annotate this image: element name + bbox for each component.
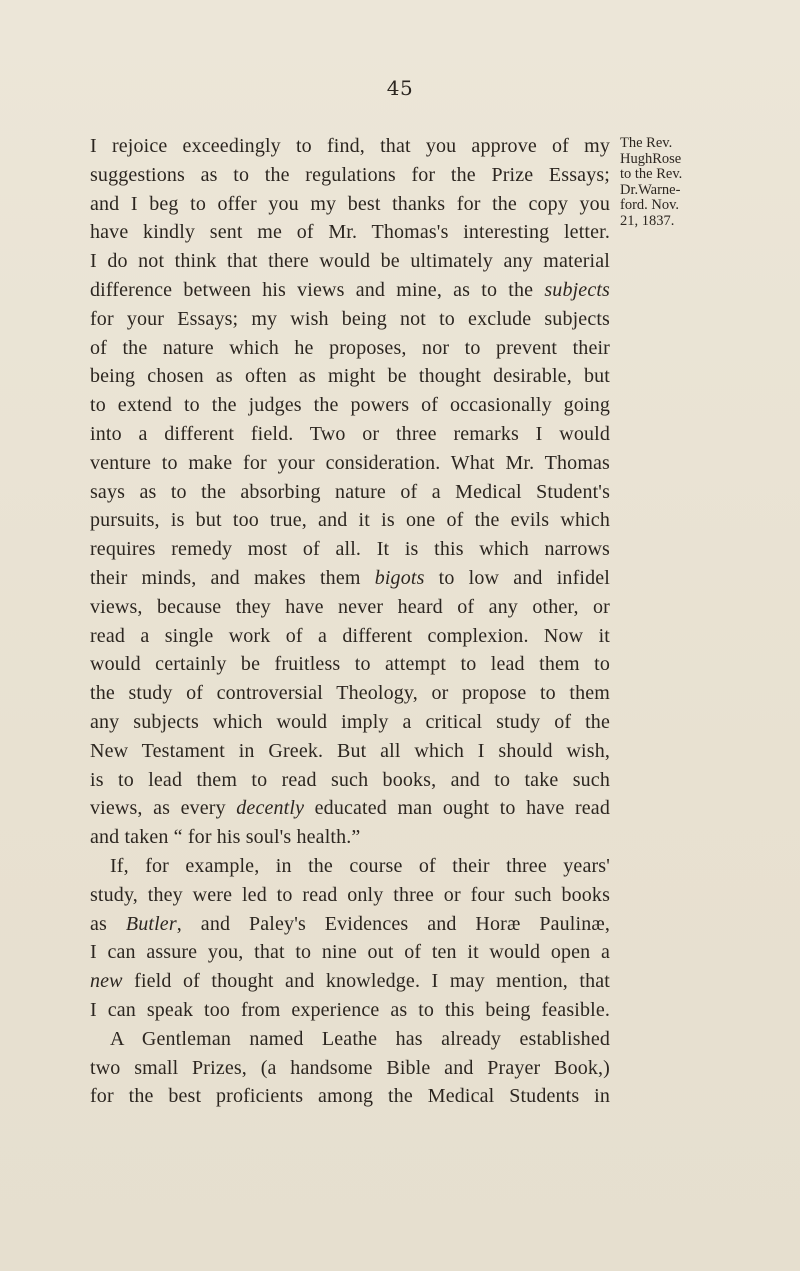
text-line [90,737,610,766]
text-run: being chosen as often as might be thought desirable, but [90,365,610,388]
text-run: I rejoice exceedingly to find, that you approve of my [90,135,610,157]
text-run: to low and infidel [424,566,610,589]
text-line [90,132,610,161]
text-run: venture to make for your consideration. What Mr. Thomas [90,451,610,474]
text-line [90,1025,610,1054]
text-line [90,852,610,881]
text-run: field of thought and knowledge. I may mention, that [122,970,610,993]
emphasis-run: bigots [374,566,425,589]
text-run: as [90,912,126,935]
text-run: educated man ought to have read [304,797,610,820]
text-run: If, for example, in the course of their three years' [110,854,610,877]
text-line [90,823,610,852]
text-run: requires remedy most of all. It is this which narrows [90,538,610,561]
text-run: I do not think that there would be ultimately any material [90,250,610,273]
text-run: to extend to the judges the powers of occasionally going [90,394,610,417]
text-run: , and Paley's Evidences and Horæ Paulinæ, [176,912,610,935]
text-line [90,708,610,737]
text-run: and taken “ for his soul's health.” [90,826,361,849]
text-line [90,334,610,363]
page-number: 45 [386,76,414,100]
margin-note-line: HughRose [620,150,682,167]
text-run: any subjects which would imply a critical study of the [90,710,610,733]
margin-note [620,136,720,229]
text-line [90,190,610,219]
text-run: New Testament in Greek. But all which I should wish, [90,739,610,762]
text-line [90,564,610,593]
text-line [90,622,610,651]
text-run: study, they were led to read only three or four such books [90,883,610,906]
text-line [90,535,610,564]
text-run: have kindly sent me of Mr. Thomas's interesting letter. [90,221,610,244]
text-run: difference between his views and mine, as to the [90,278,545,301]
text-line [90,1054,610,1083]
text-run: their minds, and makes them [90,566,375,589]
text-line [90,276,610,305]
text-run: for the best proficients among the Medical Students in [90,1085,610,1108]
text-run: views, as every [90,797,237,820]
text-line [90,420,610,449]
emphasis-run: subjects [544,278,610,301]
margin-note-line: The Rev. [620,135,673,151]
text-line [90,650,610,679]
text-line [90,247,610,276]
text-run: suggestions as to the regulations for the Prize Essays; [90,163,610,186]
text-run: is to lead them to read such books, and to take such [90,768,610,791]
text-line [90,478,610,507]
text-line [90,362,610,391]
text-line [90,794,610,823]
text-run: I can speak too from experience as to this being feasible. [90,998,610,1021]
text-run: I can assure you, that to nine out of ten it would open a [90,941,610,964]
text-run: the study of controversial Theology, or propose to them [90,682,610,705]
text-line [90,1082,610,1111]
emphasis-run: new [90,970,123,993]
text-line [90,996,610,1025]
text-line [90,679,610,708]
text-line [90,967,610,996]
text-line [90,218,610,247]
text-line [90,305,610,334]
text-line [90,391,610,420]
text-run: read a single work of a different complexion. Now it [90,624,610,647]
emphasis-run: Butler [125,912,177,935]
emphasis-run: decently [236,797,305,820]
text-run: and I beg to offer you my best thanks for the copy you [90,192,610,215]
text-run: for your Essays; my wish being not to exclude subjects [90,307,610,330]
text-run: of the nature which he proposes, nor to prevent their [90,336,610,359]
letter-body [90,132,610,1111]
text-run: views, because they have never heard of any other, or [90,595,610,618]
text-run: would certainly be fruitless to attempt to lead them to [90,653,610,676]
margin-note-line: Dr.Warne- [620,181,681,198]
margin-note-line: to the Rev. [620,166,683,182]
text-run: pursuits, is but too true, and it is one of the evils which [90,509,610,532]
margin-note-line: 21, 1837. [620,212,675,229]
text-line [90,593,610,622]
text-line [90,766,610,795]
margin-note-line: ford. Nov. [620,197,680,213]
text-run: says as to the absorbing nature of a Medical Student's [90,480,610,503]
text-run: two small Prizes, (a handsome Bible and Prayer Book,) [90,1056,610,1079]
text-line [90,161,610,190]
text-line [90,506,610,535]
text-line [90,938,610,967]
text-line [90,881,610,910]
text-line [90,910,610,939]
text-line [90,449,610,478]
text-run: into a different field. Two or three remarks I would [90,422,610,445]
text-run: A Gentleman named Leathe has already established [110,1027,610,1050]
